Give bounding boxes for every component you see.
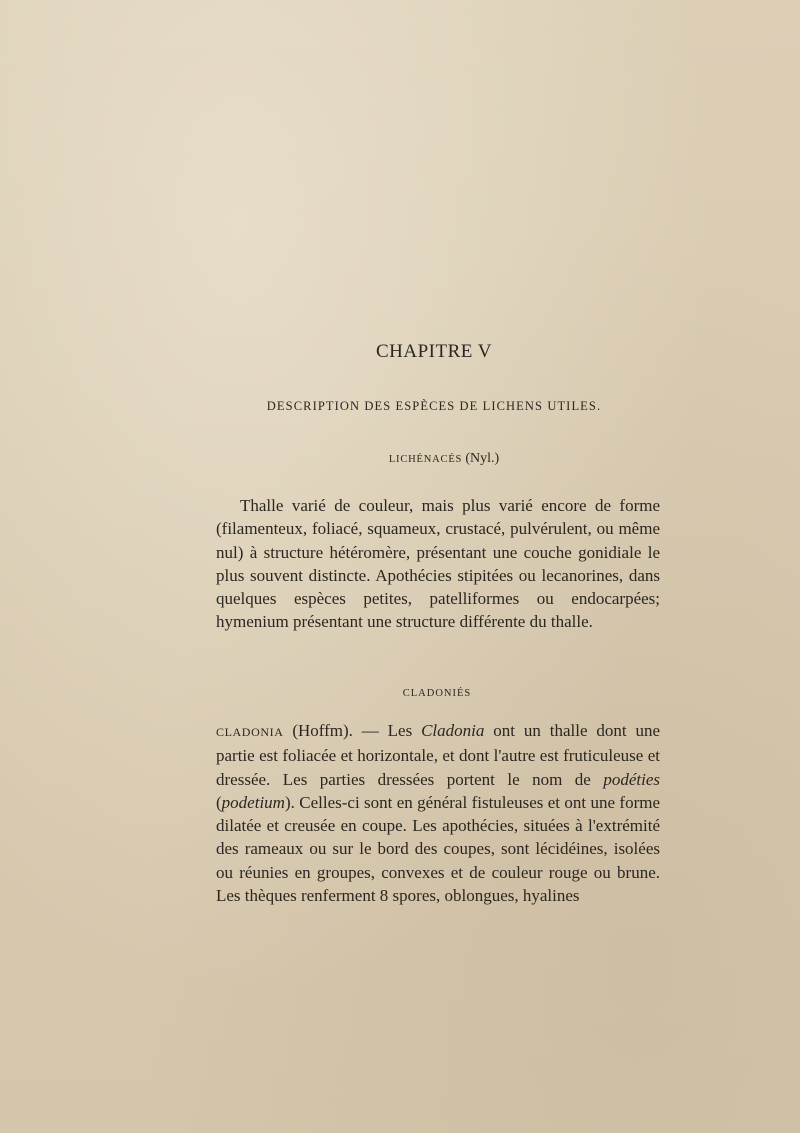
text-segment-b: ( — [216, 792, 222, 812]
genus-name: CLADONIA — [216, 725, 284, 739]
paragraph-lichenaces: Thalle varié de couleur, mais plus varié encore de forme (filamenteux, foliacé, squameux, crustacé, pulvérulent, ou même nul) à structure hétéromère, présentant une couche gonidiale le plus souvent distincte. Apothécies stipitées ou lecanorines, dans quelques espèces petites, patelliformes ou endocarpées; hymenium présentant une structure différente du thalle. — [216, 496, 660, 632]
chapter-heading: CHAPITRE V — [375, 341, 493, 362]
genus-authority: (Hoffm). — Les — [283, 721, 422, 740]
paragraph-cladonia — [216, 719, 660, 907]
text-segment-a: ont un thalle dont une partie est foliacée et horizontale, et dont l'autre est fruticuleuse et dressée. Les parties dressées portent le nom de — [216, 721, 660, 789]
term-podetium: podetium — [221, 792, 285, 812]
section-title: DESCRIPTION DES ESPÈCES DE LICHENS UTILES. — [266, 399, 602, 413]
subheading-cladonies: CLADONIÉS — [402, 688, 472, 699]
family-authority: (Nyl.) — [465, 451, 500, 466]
genus-italic: Cladonia — [421, 721, 485, 740]
family-heading — [0, 451, 800, 467]
term-podeties: podéties — [603, 769, 660, 789]
text-segment-c: ). Celles-ci sont en général fistuleuses et ont une forme dilatée et creusée en coupe. Les apothécies, situées à l'extrémité des rameaux ou sur le bord des coupes, sont lécidéines, isolées ou réunies en groupes, convexes et de couleur rouge ou brune. Les thèques renferment 8 spores, oblongues, hyalines — [216, 792, 660, 906]
family-name: LICHÉNACÉS — [388, 454, 463, 465]
